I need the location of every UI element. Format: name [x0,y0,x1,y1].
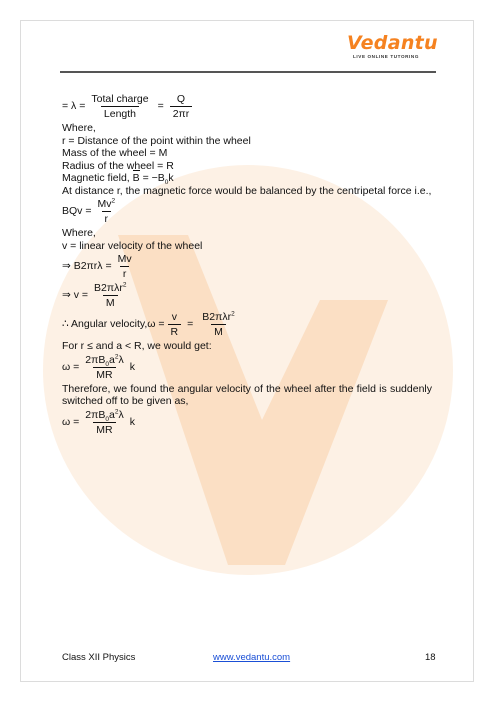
eq7-lhs: ω = [62,415,80,428]
equation-omega-result [62,354,432,381]
logo-wordmark: Vedantu [347,32,438,54]
text-where-1: Where, [62,122,96,134]
footer-website-link[interactable]: www.vedantu.com [213,652,291,663]
eq5-den1: R [168,324,182,338]
eq3-fraction [115,253,135,280]
field-unit-k: k [168,172,174,184]
text-force-balance: At distance r, the magnetic force would be balanced by the centripetal force i.e., [62,184,432,197]
eq5-num2: B2πλr$^2$ [202,310,235,323]
text-v-definition: v = linear velocity of the wheel [62,239,203,252]
eq6-rhs: k [129,360,135,373]
text-condition: For r ≤ and a < R, we would get: [62,340,212,352]
eq4-fraction [91,282,129,309]
field-value: = −B [142,172,165,184]
eq4-num: B2πλr$^2$ [94,281,127,294]
eq5-fraction-2 [199,311,237,338]
eq7-rhs: k [129,415,135,428]
eq6-lhs: ω = [62,360,80,373]
eq1-den2: 2πr [170,106,193,120]
eq2-den: r [102,211,112,225]
eq1-fraction-2 [170,93,193,120]
eq6-den: MR [93,367,115,381]
text-where-2: Where, [62,227,96,239]
vedantu-logo [347,32,447,59]
eq5-equals: = [187,318,194,331]
text-mass: Mass of the wheel = M [62,147,168,159]
eq7-num: $2\pi B_0a^2\lambda$ [85,408,124,423]
eq5-den2: M [211,324,226,338]
footer-page-number: 18 [425,652,436,663]
field-vector-b: B [132,172,140,184]
eq4-lhs: ⇒ v = [62,289,89,302]
eq1-prefix: = λ = [62,100,86,113]
eq3-lhs: ⇒ B2πrλ = [62,260,112,273]
eq1-equals: = [157,100,164,113]
logo-tagline: LIVE ONLINE TUTORING [353,54,420,59]
text-radius: Radius of the wheel = R [62,159,174,172]
eq7-fraction [82,409,126,436]
equation-force-balance [62,198,432,225]
eq3-num: Mv [117,253,132,265]
eq2-fraction [94,198,118,225]
eq7-den: MR [93,422,115,436]
eq6-num: $2\pi B_0a^2\lambda$ [85,353,124,368]
equation-angular-velocity [62,311,432,338]
eq3-den: r [120,266,130,280]
field-subscript: 0 [164,179,169,187]
field-label: Magnetic field, [62,172,130,184]
equation-velocity [62,282,432,309]
header-divider [60,71,436,73]
eq1-den1: Length [101,106,139,120]
eq2-lhs: BQv = [62,205,92,218]
text-therefore: Therefore, we found the angular velocity of the wheel after the field is suddenly switched off to be given as, [62,382,432,407]
eq1-num2: Q [176,93,186,105]
eq1-fraction-1 [88,93,151,120]
text-r-definition: r = Distance of the point within the wheel [62,134,251,147]
equation-charge-density [62,93,432,120]
eq5-fraction-1 [168,311,182,338]
eq5-num1: v [171,311,177,323]
eq4-den: M [103,295,118,309]
equation-omega-final [62,409,432,436]
text-magnetic-field [62,172,432,185]
equation-substitution [62,253,432,280]
document-body [62,92,432,438]
footer-class-label: Class XII Physics [62,652,136,663]
eq5-lhs: ∴ Angular velocity,ω = [62,318,165,331]
eq6-fraction [82,354,126,381]
eq1-num1: Total charge [91,93,149,105]
eq2-num: Mv$^2$ [97,197,116,210]
